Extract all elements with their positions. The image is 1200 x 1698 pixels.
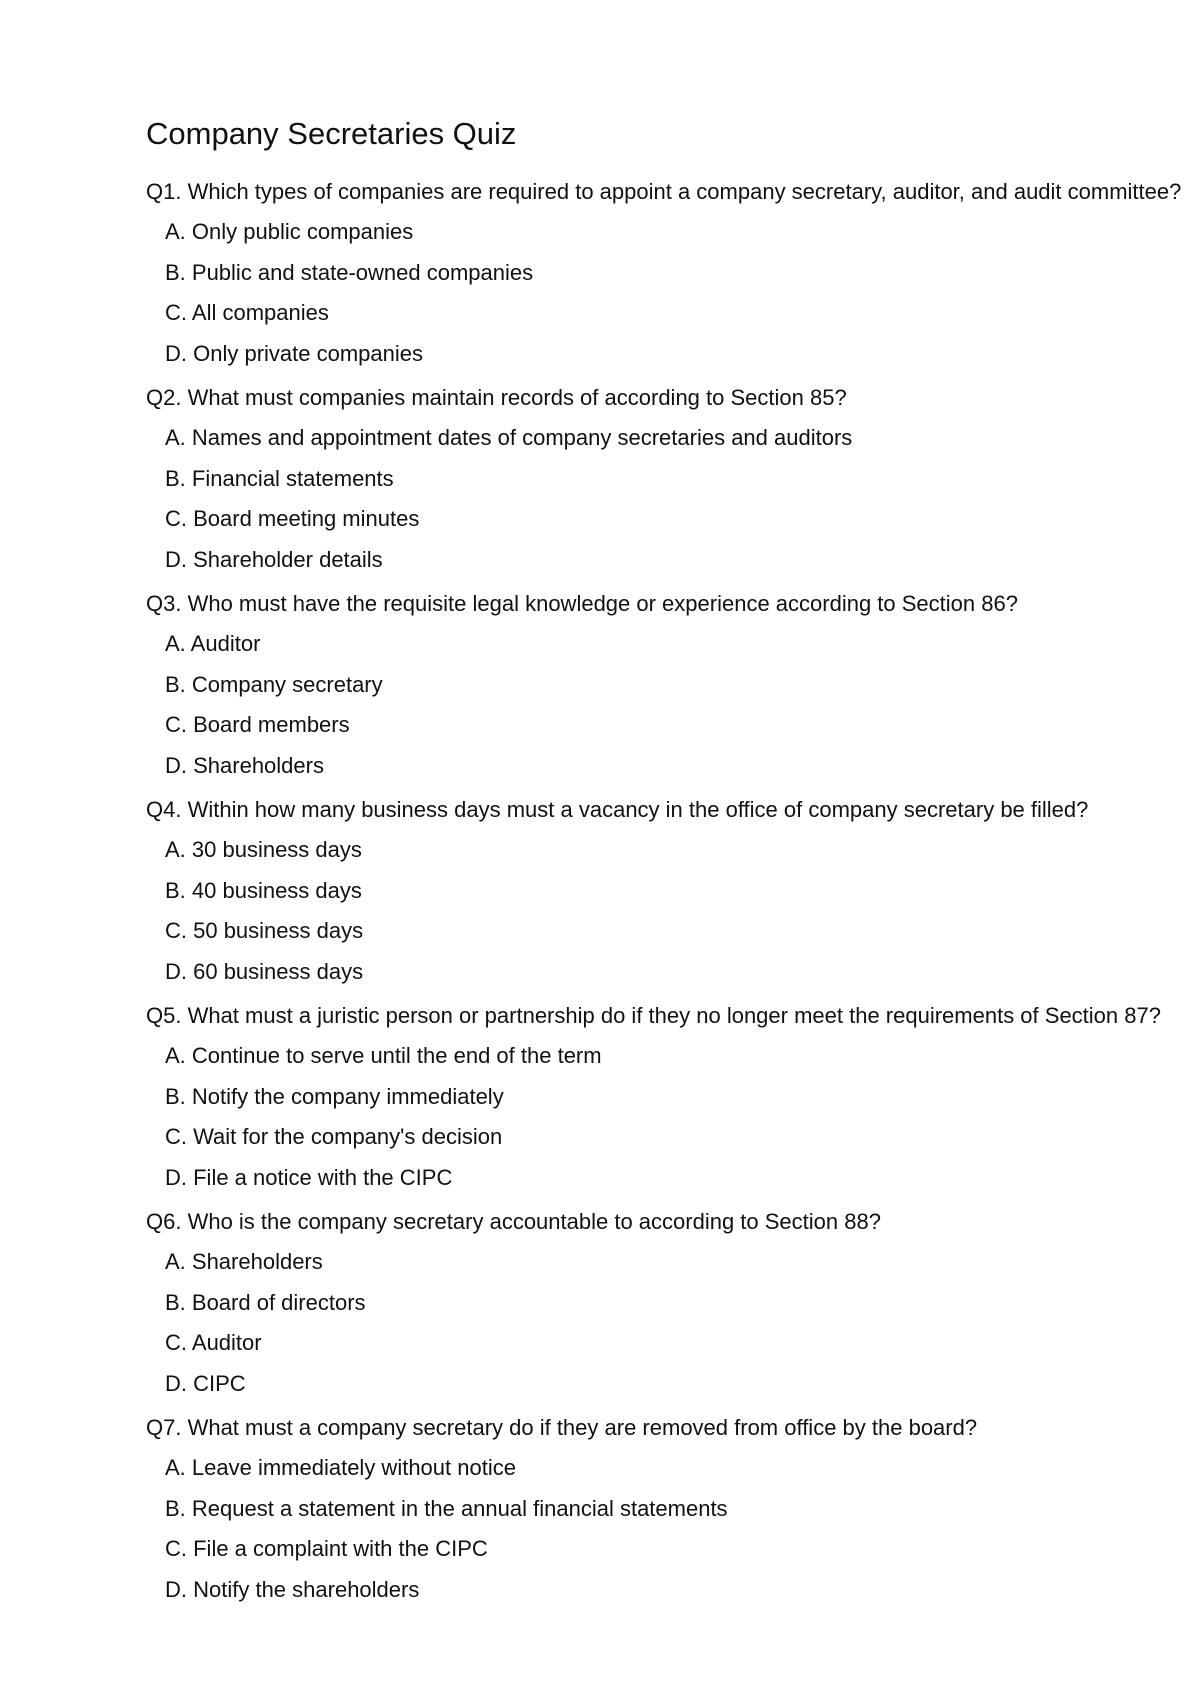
question-7	[146, 1415, 1200, 1603]
answer-option: A. 30 business days	[165, 837, 362, 862]
answer-option: B. Board of directors	[165, 1289, 366, 1315]
question-6	[146, 1209, 1200, 1397]
answer-option: A. Auditor	[165, 631, 261, 656]
answer-option: A. Only public companies	[165, 219, 414, 244]
answer-options	[165, 631, 1200, 779]
question-text: Q7. What must a company secretary do if they are removed from office by the board?	[146, 1415, 978, 1440]
answer-option: C. Board members	[165, 712, 350, 737]
answer-option: A. Leave immediately without notice	[165, 1455, 516, 1480]
answer-options	[165, 1249, 1200, 1397]
answer-option: C. File a complaint with the CIPC	[165, 1536, 488, 1561]
page-title: Company Secretaries Quiz	[146, 116, 517, 151]
answer-option: D. Notify the shareholders	[165, 1576, 420, 1602]
answer-option: B. Financial statements	[165, 465, 394, 491]
answer-option: C. 50 business days	[165, 918, 364, 943]
answer-option: D. Only private companies	[165, 340, 423, 366]
answer-option: A. Shareholders	[165, 1249, 323, 1274]
answer-option: B. Notify the company immediately	[165, 1083, 504, 1109]
quiz-question-list	[146, 179, 1200, 1621]
answer-options	[165, 425, 1200, 573]
question-3	[146, 591, 1200, 779]
answer-option: D. Shareholders	[165, 752, 324, 778]
answer-options	[165, 219, 1200, 367]
question-text: Q6. Who is the company secretary accountable to according to Section 88?	[146, 1209, 881, 1234]
answer-option: B. Public and state-owned companies	[165, 259, 534, 285]
question-5	[146, 1003, 1200, 1191]
question-2	[146, 385, 1200, 573]
answer-option: B. Company secretary	[165, 671, 383, 697]
answer-option: A. Continue to serve until the end of the term	[165, 1043, 602, 1068]
answer-option: C. Board meeting minutes	[165, 506, 420, 531]
answer-option: D. File a notice with the CIPC	[165, 1164, 453, 1190]
answer-options	[165, 1043, 1200, 1191]
answer-option: B. Request a statement in the annual financial statements	[165, 1495, 728, 1521]
answer-option: C. Auditor	[165, 1330, 262, 1355]
answer-options	[165, 837, 1200, 985]
question-text: Q5. What must a juristic person or partnership do if they no longer meet the requirements of Section 87?	[146, 1003, 1161, 1028]
question-1	[146, 179, 1200, 367]
answer-option: B. 40 business days	[165, 877, 362, 903]
answer-option: D. Shareholder details	[165, 546, 383, 572]
question-text: Q1. Which types of companies are required to appoint a company secretary, auditor, and audit committee?	[146, 179, 1182, 204]
answer-option: C. Wait for the company's decision	[165, 1124, 503, 1149]
answer-option: D. CIPC	[165, 1370, 246, 1396]
question-text: Q2. What must companies maintain records of according to Section 85?	[146, 385, 847, 410]
question-text: Q4. Within how many business days must a vacancy in the office of company secretary be filled?	[146, 797, 1089, 822]
answer-options	[165, 1455, 1200, 1603]
answer-option: D. 60 business days	[165, 958, 364, 984]
answer-option: A. Names and appointment dates of company secretaries and auditors	[165, 425, 853, 450]
question-text: Q3. Who must have the requisite legal knowledge or experience according to Section 86?	[146, 591, 1018, 616]
answer-option: C. All companies	[165, 300, 329, 325]
question-4	[146, 797, 1200, 985]
